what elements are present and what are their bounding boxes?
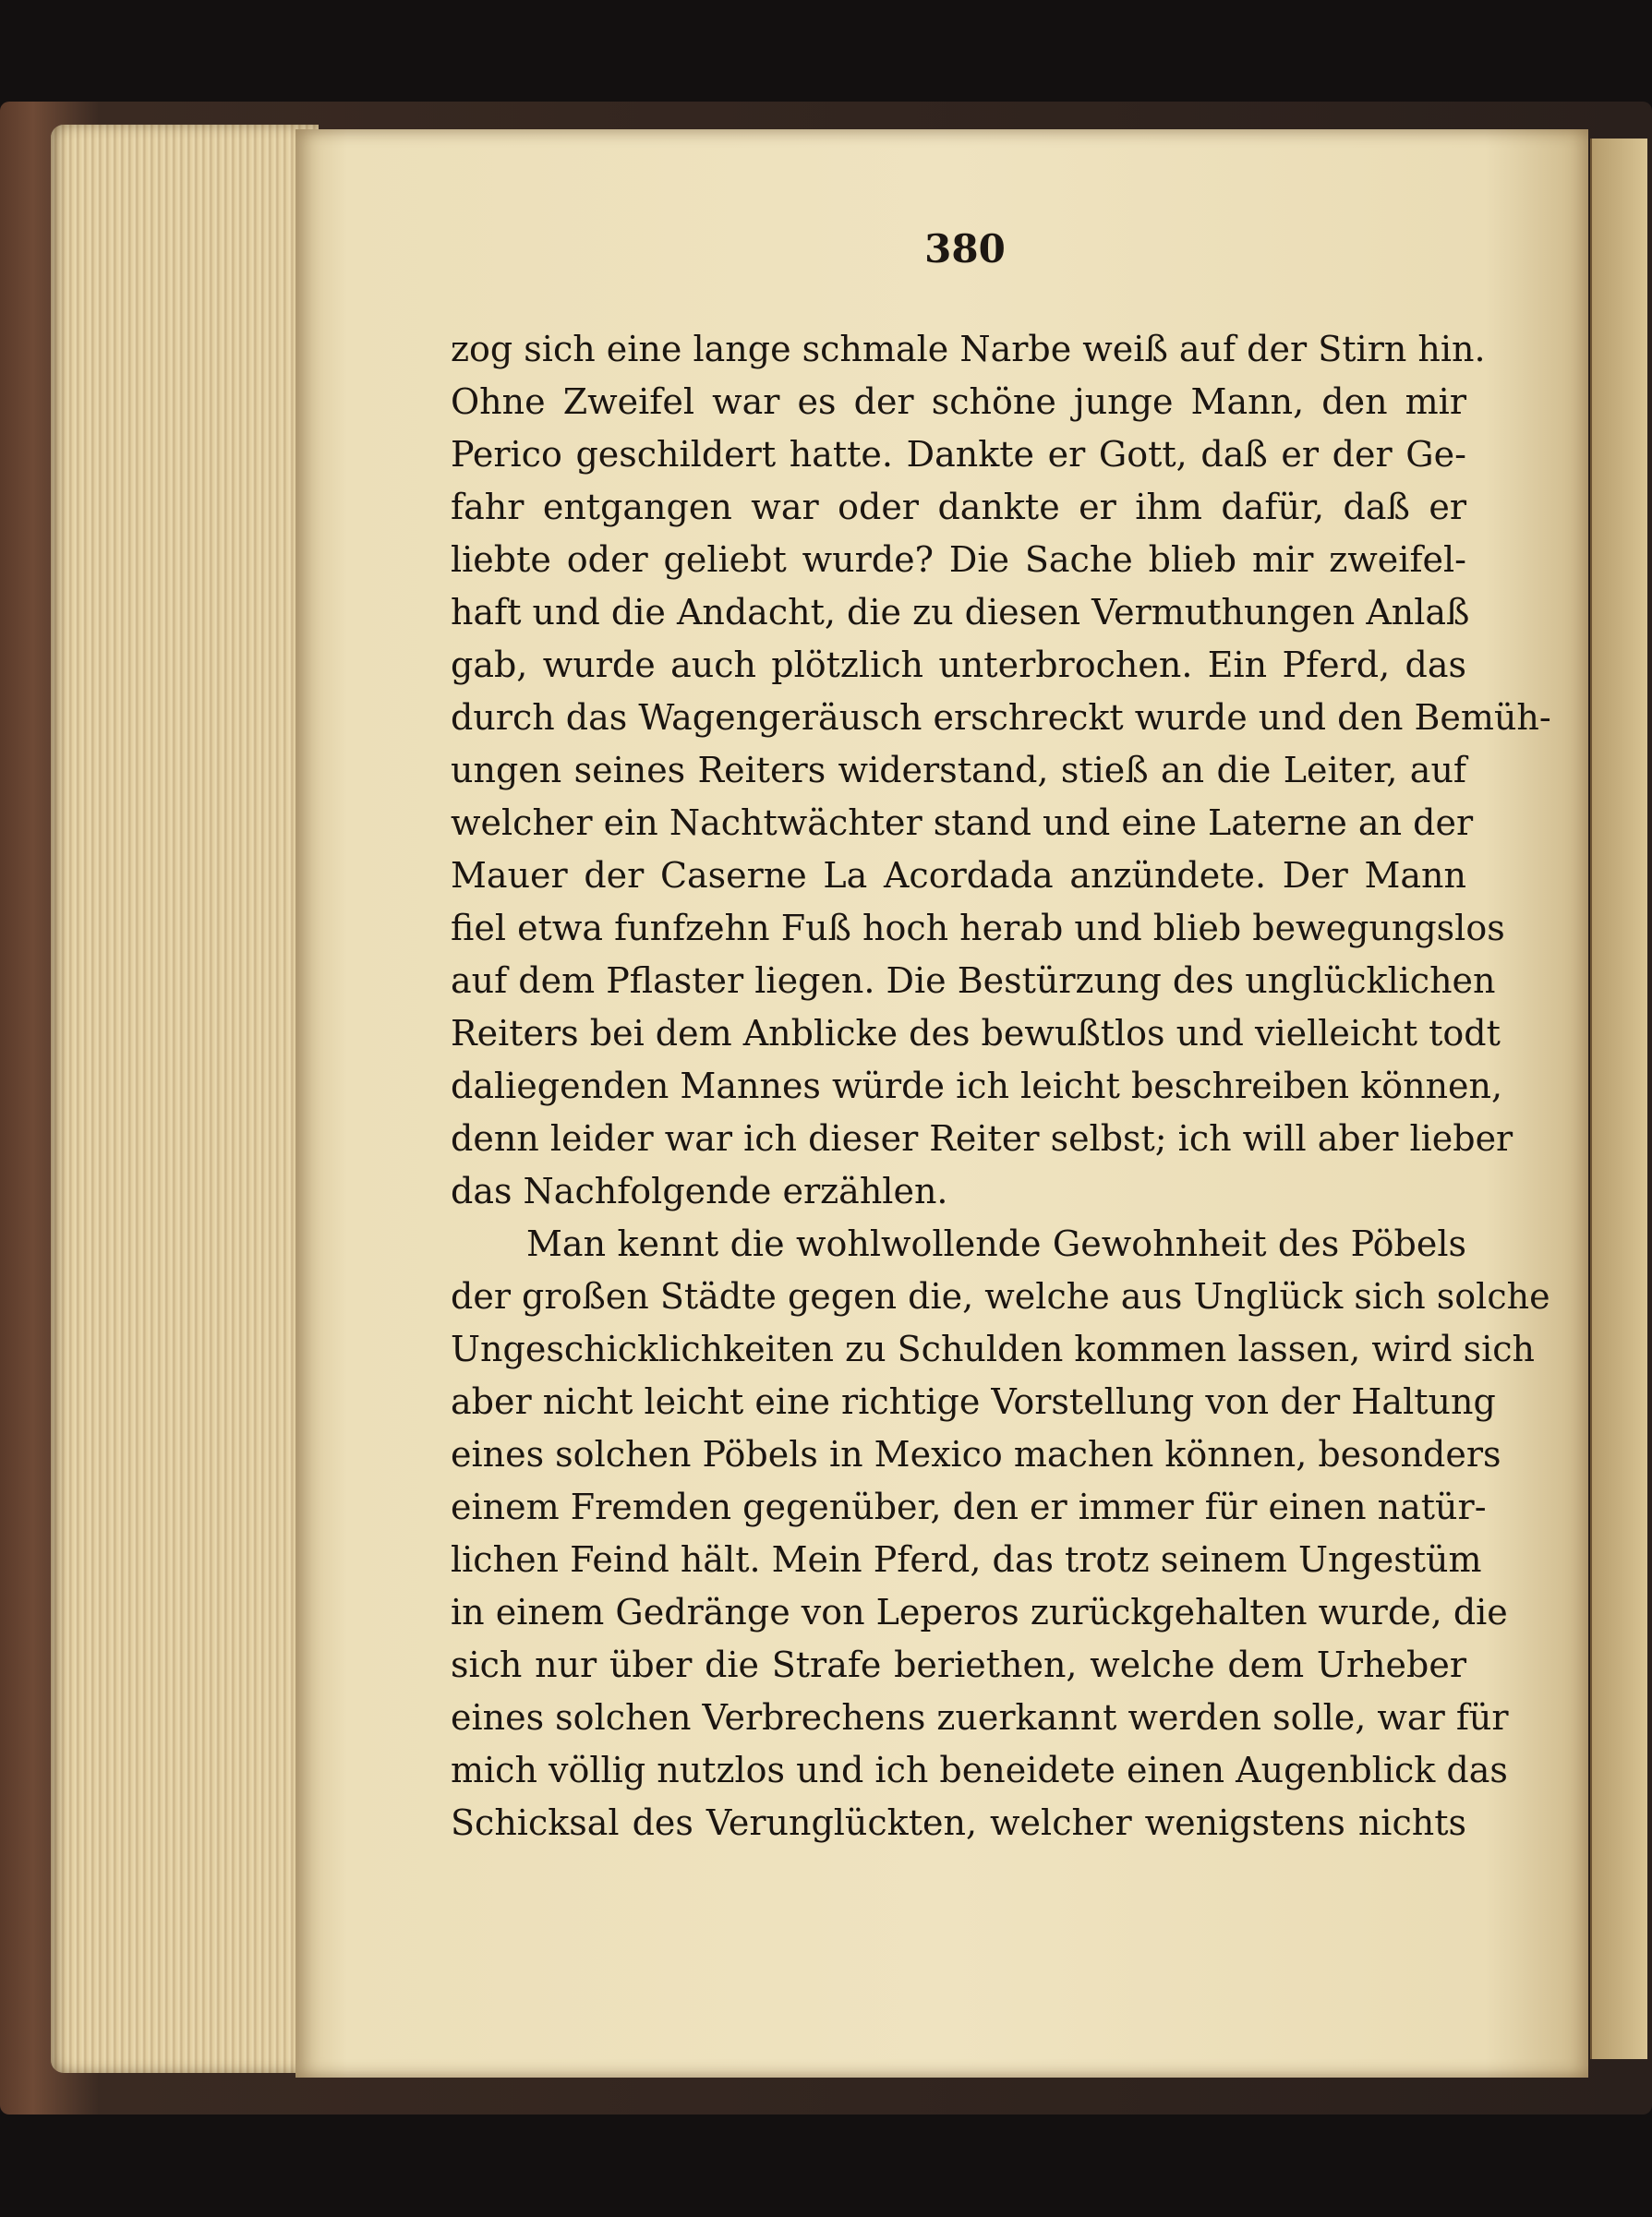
text-line: ungen seines Reiters widerstand, stieß an die Leiter, auf — [451, 750, 1466, 790]
text-line: durch das Wagengeräusch erschreckt wurde und den Bemüh- — [451, 697, 1551, 738]
text-line: Ungeschicklichkeiten zu Schulden kommen lassen, wird sich — [451, 1329, 1536, 1369]
body-text — [451, 323, 1551, 1850]
page-edges — [51, 125, 319, 2073]
text-line: Schicksal des Verunglückten, welcher wenigstens nichts — [451, 1802, 1466, 1843]
page-number: 380 — [924, 226, 1006, 271]
text-line: haft und die Andacht, die zu diesen Vermuthungen Anlaß — [451, 592, 1470, 633]
text-line: lichen Feind hält. Mein Pferd, das trotz seinem Ungestüm — [451, 1539, 1482, 1580]
facing-page-edge — [1590, 139, 1647, 2059]
text-line: Mauer der Caserne La Acordada anzündete. Der Mann — [451, 855, 1466, 896]
text-line: der großen Städte gegen die, welche aus Unglück sich solche — [451, 1276, 1550, 1317]
paragraph-start-line: Man kennt die wohlwollende Gewohnheit des Pöbels — [526, 1223, 1466, 1264]
text-line: denn leider war ich dieser Reiter selbst; ich will aber lieber — [451, 1118, 1513, 1159]
text-line: gab, wurde auch plötzlich unterbrochen. Ein Pferd, das — [451, 645, 1466, 685]
text-line: welcher ein Nachtwächter stand und eine Laterne an der — [451, 802, 1474, 843]
text-line: fiel etwa funfzehn Fuß hoch herab und blieb bewegungslos — [451, 908, 1505, 948]
text-line: eines solchen Verbrechens zuerkannt werden solle, war für — [451, 1697, 1509, 1738]
text-line: in einem Gedränge von Leperos zurückgehalten wurde, die — [451, 1592, 1508, 1633]
text-line: Perico geschildert hatte. Dankte er Gott, daß er der Ge- — [451, 434, 1466, 475]
text-line: Ohne Zweifel war es der schöne junge Mann, den mir — [451, 381, 1466, 422]
text-line: einem Fremden gegenüber, den er immer für einen natür- — [451, 1487, 1487, 1527]
text-line: daliegenden Mannes würde ich leicht beschreiben können, — [451, 1066, 1503, 1106]
text-line: Reiters bei dem Anblicke des bewußtlos und vielleicht todt — [451, 1013, 1501, 1054]
text-line: sich nur über die Strafe beriethen, welche dem Urheber — [451, 1645, 1466, 1685]
text-line: zog sich eine lange schmale Narbe weiß auf der Stirn hin. — [451, 329, 1486, 369]
text-line: auf dem Pflaster liegen. Die Bestürzung des unglücklichen — [451, 960, 1496, 1001]
text-line: aber nicht leicht eine richtige Vorstellung von der Haltung — [451, 1381, 1496, 1422]
text-line: eines solchen Pöbels in Mexico machen können, besonders — [451, 1434, 1501, 1475]
paragraph-end-line: das Nachfolgende erzählen. — [451, 1171, 948, 1211]
text-line: mich völlig nutzlos und ich beneidete einen Augenblick das — [451, 1750, 1508, 1790]
text-line: liebte oder geliebt wurde? Die Sache blieb mir zweifel- — [451, 539, 1466, 580]
text-line: fahr entgangen war oder dankte er ihm dafür, daß er — [451, 487, 1466, 527]
